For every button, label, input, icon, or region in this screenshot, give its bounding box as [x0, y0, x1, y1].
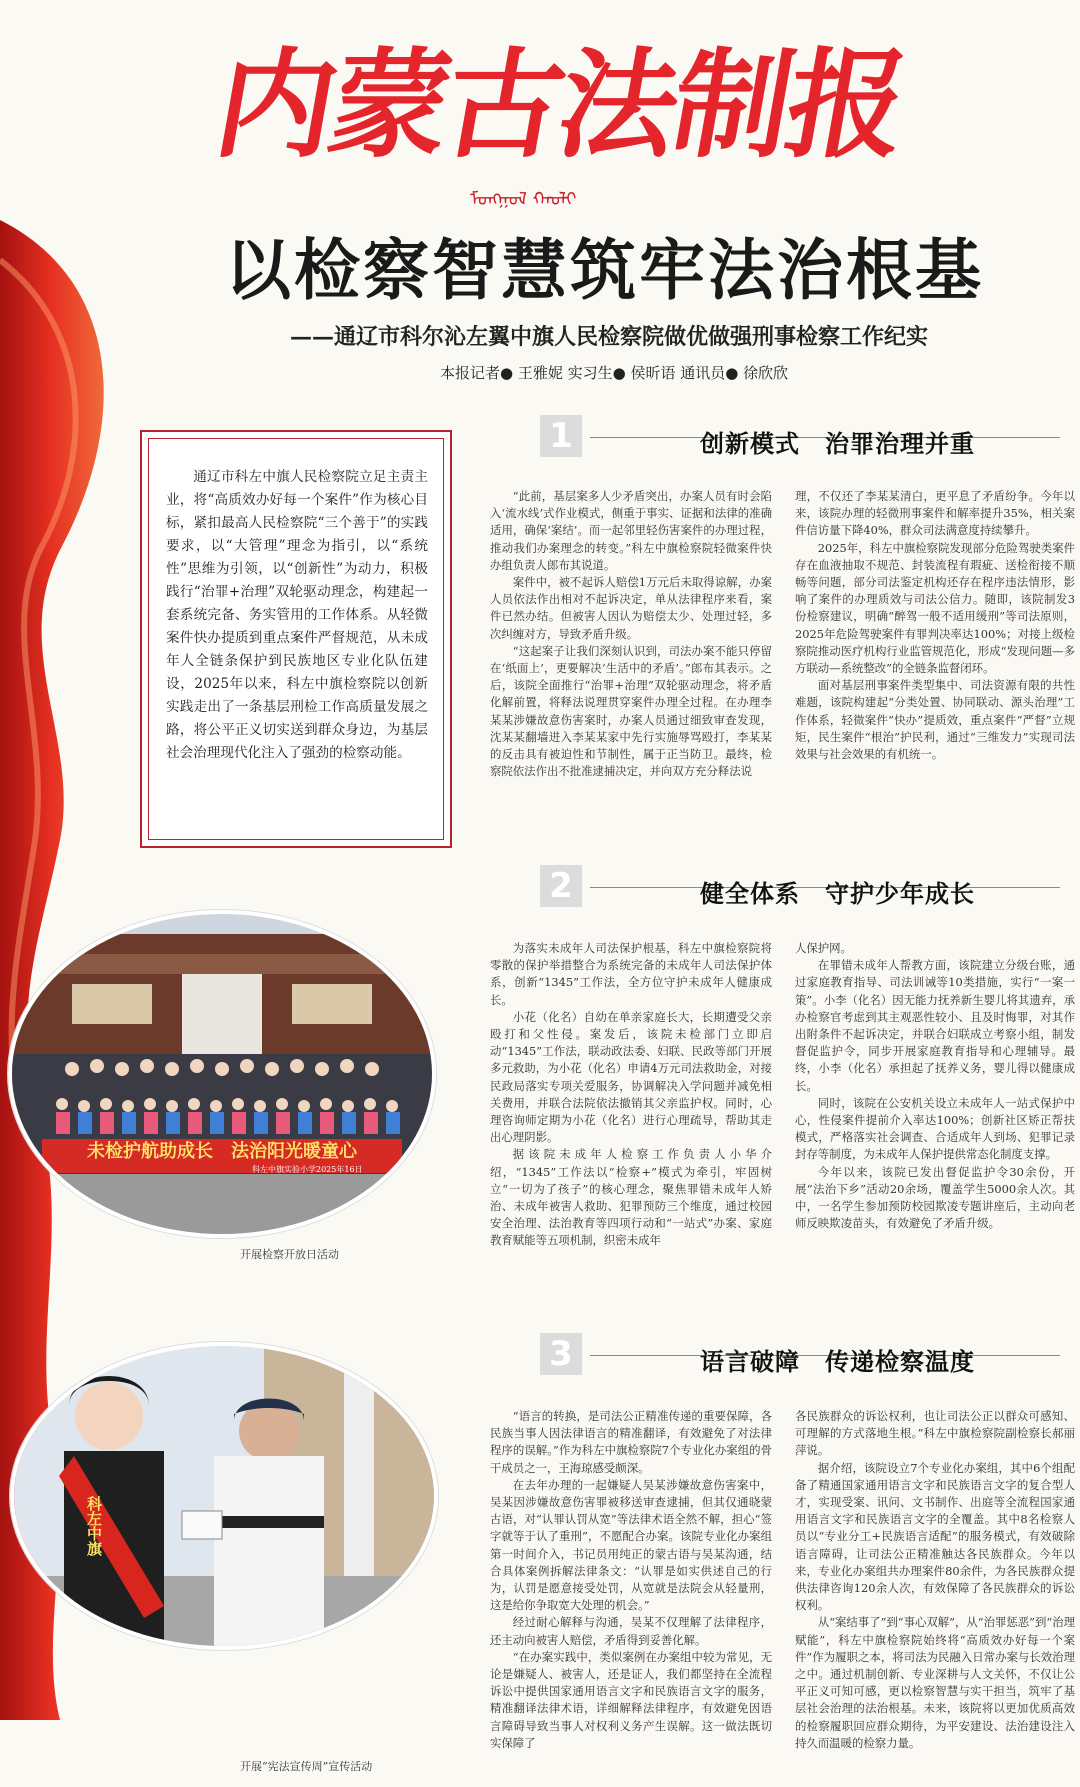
paragraph: 据该院未成年人检察工作负责人小华介绍，“1345”工作法以“检察+”模式为牵引，牢固树立“一切为了孩子”的核心理念，聚焦罪错未成年人矫治、未成年被害人救助、犯罪预防三个维度，通过校园安全治理、法治教育等四项行动和“一站式”办案、家庭教育赋能等五项机制，织密未成年 [490, 1147, 772, 1248]
photo-caption-2: 开展“宪法宣传周”宣传活动 [240, 1760, 373, 1773]
paragraph: 经过耐心解释与沟通，吴某不仅理解了法律程序，还主动向被害人赔偿，矛盾得到妥善化解。 [490, 1615, 772, 1647]
article-headline: 以检察智慧筑牢法治根基 [225, 231, 984, 309]
paragraph: 在去年办理的一起嫌疑人吴某涉嫌故意伤害案中，吴某因涉嫌故意伤害罪被移送审查逮捕，但其仅通晓蒙古语，对“认罪认罚从宽”等法律术语全然不解，担心“签字就等于认了重刑”，不愿配合办案。该院专业化办案组第一时间介入，书记员用纯正的蒙古语与吴某沟通，结合具体案例拆解法律条文：“认罪是如实供述自己的行为，认罚是愿意接受处罚，从宽就是法院会从轻量刑，这是给你争取宽大处理的机会。” [490, 1477, 772, 1613]
constitution-week-illustration [14, 1346, 434, 1646]
section-number-1: 1 [540, 415, 582, 457]
paragraph: 面对基层刑事案件类型集中、司法资源有限的共性难题，该院构建起“分类处置、协同联动、源头治理”工作体系，轻微案件“快办”提质效，重点案件“严督”立规矩，民生案件“根治”护民利，通过“三维发力”实现司法效果与社会效果的有机统一。 [795, 678, 1075, 762]
paragraph: 各民族群众的诉讼权利，也让司法公正以群众可感知、可理解的方式落地生根。”科左中旗检察院副检察长郝丽萍说。 [795, 1409, 1075, 1458]
section-3-right-column [795, 1408, 1075, 1780]
paragraph: 据介绍，该院设立7个专业化办案组，其中6个组配备了精通国家通用语言文字和民族语言文字的复合型人才，实现受案、讯问、文书制作、出庭等全流程国家通用语言文字和民族语言文字的全覆盖。其中8名检察人员以“专业分工+民族语言适配”的服务模式，有效破除语言障碍，让司法公正精准触达各民族群众。今年以来，专业化办案组共办理案件80余件，为各民族群众提供法律咨询120余人次，有效保障了各民族群众的诉讼权利。 [795, 1460, 1075, 1613]
mongolian-title: ᠮᠣᠩᠭᠣᠯ ᠬᠠᠤᠯᠢ [470, 189, 577, 210]
newspaper-title: 内蒙古法制报 [205, 35, 915, 174]
photo-open-day-group [8, 910, 436, 1238]
section-1-left-column [490, 488, 772, 816]
section-title-3: 语言破障 传递检察温度 [700, 1347, 975, 1376]
article-byline: 本报记者● 王雅妮 实习生● 侯昕语 通讯员● 徐欣欣 [440, 364, 789, 382]
article-subheadline: ——通辽市科尔沁左翼中旗人民检察院做优做强刑事检察工作纪实 [290, 324, 929, 350]
paragraph: “这起案子让我们深刻认识到，司法办案不能只停留在‘纸面上’，更要解决‘生活中的矛盾’。”郎布其表示。之后，该院全面推行“治罪+治理”双轮驱动理念，将矛盾化解前置，将释法说理贯穿案件办理全过程。在办理李某某涉嫌故意伤害案时，办案人员通过细致审查发现，沈某某翻墙进入李某某家中先行实施辱骂殴打，李某某的反击具有被迫性和节制性，属于正当防卫。最终，检察院依法作出不批准逮捕决定，并向双方充分释法说 [490, 643, 772, 779]
banner-subtext: 科左中旗实验小学2025年16日 [252, 1165, 363, 1174]
paragraph: 小花（化名）自幼在单亲家庭长大，长期遭受父亲殴打和父性侵。案发后，该院未检部门立即启动“1345”工作法，联动政法委、妇联、民政等部门开展多元救助，为小花（化名）申请4万元司法救助金，对接民政局落实专项关爱服务，协调解决入学问题并减免相关费用，并联合法院依法撤销其父亲监护权。同时，心理咨询师定期为小花（化名）进行心理疏导，帮助其走出心理阴影。 [490, 1009, 772, 1145]
paragraph: “在办案实践中，类似案例在办案组中较为常见，无论是嫌疑人、被害人，还是证人，我们都坚持在全流程诉讼中提供国家通用语言文字和民族语言文字的服务，精准翻译法律术语，详细解释法律程序，有效避免因语言障碍导致当事人对权利义务产生误解。这一做法既切实保障了 [490, 1649, 772, 1750]
paragraph: “语言的转换，是司法公正精准传递的重要保障，各民族当事人因法律语言的精准翻译，有效避免了对法律程序的误解。”作为科左中旗检察院7个专业化办案组的骨干成员之一，王海琼感受颇深。 [490, 1409, 772, 1475]
paragraph: 2025年，科左中旗检察院发现部分危险驾驶类案件存在血液抽取不规范、封装流程有瑕疵、送检衔接不顺畅等问题，部分司法鉴定机构还存在程序违法情形，影响了案件的办理质效与司法公信力。随即，该院制发3份检察建议，明确“醉驾一般不适用缓刑”等司法原则，2025年危险驾驶案件有罪判决率达100%；对接上级检察院推动医疗机构行业监管规范化，形成“发现问题—多方联动—系统整改”的全链条监督闭环。 [795, 540, 1075, 676]
section-2-right-column [795, 940, 1075, 1270]
sash-text: 科左中旗 [85, 1496, 103, 1556]
paragraph: “此前，基层案多人少矛盾突出，办案人员有时会陷入‘流水线’式作业模式，侧重于事实、证据和法律的准确适用，确保‘案结’。而一起邻里轻伤害案件的办理过程，推动我们办案理念的转变。”科左中旗检察院轻微案件快办组负责人郎布其说道。 [490, 489, 772, 572]
section-1-right-column [795, 488, 1075, 816]
section-3-left-column [490, 1408, 772, 1780]
banner-text: 未检护航助成长 法治阳光暖童心 [87, 1141, 357, 1162]
section-title-2: 健全体系 守护少年成长 [700, 879, 975, 908]
masthead [205, 20, 915, 190]
photo-caption-1: 开展检察开放日活动 [240, 1248, 339, 1261]
intro-text: 通辽市科左中旗人民检察院立足主责主业，将“高质效办好每一个案件”作为核心目标，紧扣最高人民检察院“三个善于”的实践要求，以“大管理”理念为指引，以“系统性”思维为引领，以“创新性”为动力，积极践行“治罪+治理”双轮驱动理念，构建起一套系统完备、务实管用的工作体系。从轻微案件快办提质到重点案件严督规范，从未成年人全链条保护到民族地区专业化队伍建设，2025年以来，科左中旗检察院以创新实践走出了一条基层刑检工作高质量发展之路，将公平正义切实送到群众身边，为基层社会治理现代化注入了强劲的检察动能。 [166, 469, 428, 761]
paragraph: 理，不仅还了李某某清白，更平息了矛盾纷争。今年以来，该院办理的轻微刑事案件和解率提升35%，相关案件信访量下降40%，群众司法满意度持续攀升。 [795, 489, 1075, 538]
paragraph: 同时，该院在公安机关设立未成年人一站式保护中心，性侵案件提前介入率达100%；创新社区矫正帮扶模式，严格落实社会调查、合适成年人到场、犯罪记录封存等制度，为未成年人保护提供常态化制度支撑。 [795, 1095, 1075, 1162]
paragraph: 从“案结事了”到“事心双解”，从“治罪惩恶”到“治理赋能”，科左中旗检察院始终将“高质效办好每一个案件”作为履职之本，将司法为民融入日常办案与长效治理之中。通过机制创新、专业深耕与人文关怀，不仅让公平正义可知可感，更以检察智慧与实干担当，筑牢了基层社会治理的法治根基。未来，该院将以更加优质高效的检察履职回应群众期待，为平安建设、法治建设注入持久而温暖的检察力量。 [795, 1615, 1075, 1750]
section-number-3: 3 [540, 1333, 582, 1375]
section-title-1: 创新模式 治罪治理并重 [700, 429, 975, 458]
paragraph: 人保护网。 [795, 941, 852, 955]
paragraph: 今年以来，该院已发出督促监护令30余份，开展“法治下乡”活动20余场，覆盖学生5000余人次。其中，一名学生参加预防校园欺凌专题讲座后，主动向老师反映欺凌苗头，有效避免了矛盾升级。 [795, 1164, 1075, 1231]
paragraph: 在罪错未成年人帮教方面，该院建立分级台账，通过家庭教育指导、司法训诫等10类措施，实行“一案一策”。小李（化名）因无能力抚养新生婴儿将其遗弃，承办检察官考虑到其主观恶性较小、且及时悔罪，对其作出附条件不起诉决定，并联合妇联成立考察小组，制发督促监护令，同步开展家庭教育指导和心理辅导。最终，小李（化名）承担起了抚养义务，婴儿得以健康成长。 [795, 958, 1075, 1093]
section-2-left-column [490, 940, 772, 1270]
paragraph: 案件中，被不起诉人赔偿1万元后未取得谅解，办案人员依法作出相对不起诉决定，单从法律程序来看，案件已然办结。但被害人因认为赔偿太少、处理过轻，多次纠缠对方，导致矛盾升级。 [490, 575, 772, 641]
section-number-2: 2 [540, 865, 582, 907]
photo-constitution-week [10, 1342, 438, 1650]
intro-box [140, 430, 452, 848]
paragraph: 为落实未成年人司法保护根基，科左中旗检察院将零散的保护举措整合为系统完备的未成年人司法保护体系，创新“1345”工作法，全方位守护未成年人健康成长。 [490, 941, 772, 1007]
group-photo-illustration [12, 914, 432, 1234]
